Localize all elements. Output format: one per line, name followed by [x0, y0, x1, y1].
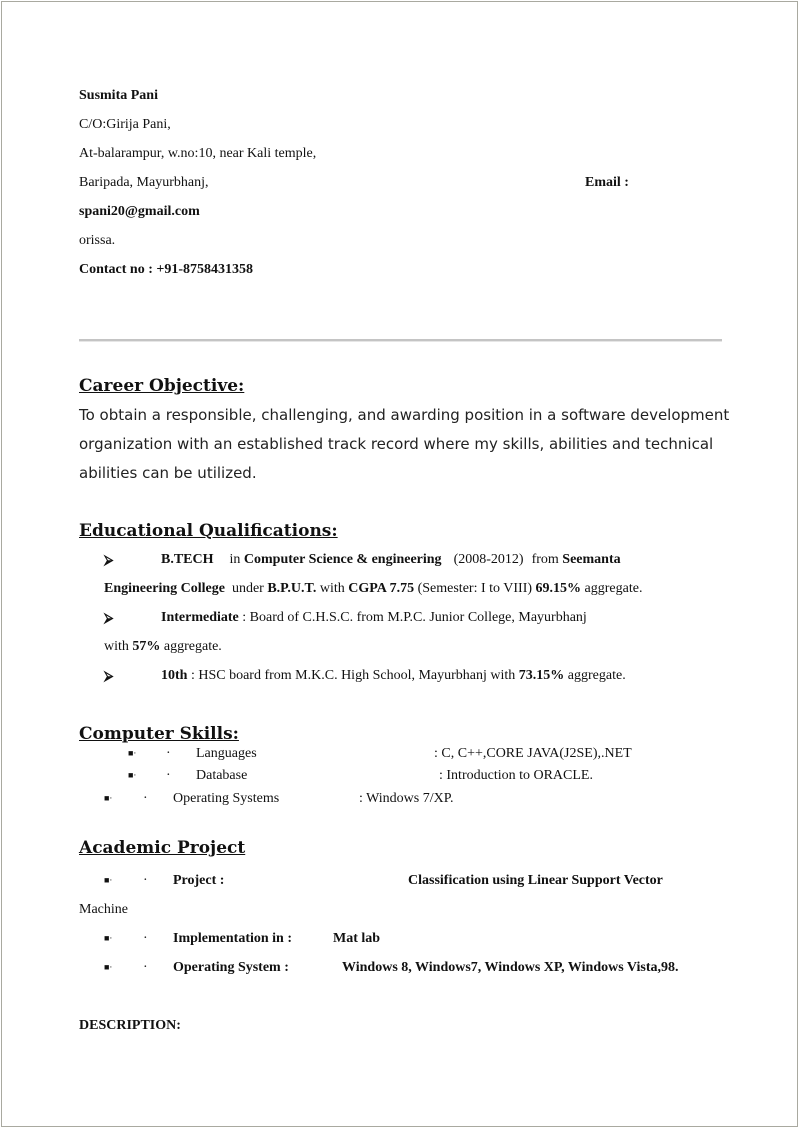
dot-bullet-icon: · [143, 791, 148, 806]
square-bullet-icon: ■· [104, 933, 113, 943]
computer-skills-heading: Computer Skills: [79, 724, 239, 744]
email-address[interactable]: spani20@gmail.com [79, 204, 200, 219]
implementation-value: Mat lab [333, 931, 381, 946]
career-objective-line-1: To obtain a responsible, challenging, and awarding position in a software development [79, 406, 730, 424]
candidate-name: Susmita Pani [79, 88, 158, 103]
dot-bullet-icon: · [143, 960, 148, 975]
skill-value-database: : Introduction to ORACLE. [439, 768, 593, 783]
project-label: Project : [173, 873, 225, 888]
email-label: Email : [585, 175, 629, 190]
section-divider [79, 339, 722, 342]
tenth-line: 10th : HSC board from M.K.C. High School, Mayurbhanj with 73.15% aggregate. [161, 668, 626, 683]
arrow-bullet-icon: ⮚ [104, 552, 114, 567]
square-bullet-icon: ■· [104, 962, 113, 972]
skill-value-os: : Windows 7/XP. [359, 791, 454, 806]
contact-number: Contact no : +91-8758431358 [79, 262, 254, 277]
description-heading: DESCRIPTION: [79, 1018, 181, 1033]
skill-value-languages: : C, C++,CORE JAVA(J2SE),.NET [434, 746, 632, 761]
address-line-1: C/O:Girija Pani, [79, 117, 171, 132]
intermediate-line-1: Intermediate : Board of C.H.S.C. from M.P.C. Junior College, Mayurbhanj [161, 610, 587, 625]
project-os-label: Operating System : [173, 960, 289, 975]
project-os-value: Windows 8, Windows7, Windows XP, Windows Vista,98. [342, 960, 679, 975]
skill-label-languages: Languages [196, 746, 257, 761]
education-heading: Educational Qualifications: [79, 521, 338, 541]
dot-bullet-icon: · [143, 931, 148, 946]
intermediate-line-2: with 57% aggregate. [104, 639, 222, 654]
dot-bullet-icon: · [166, 746, 171, 761]
square-bullet-icon: ■· [104, 793, 113, 803]
btech-line-2: Engineering College under B.P.U.T. with CGPA 7.75 (Semester: I to VIII) 69.15% aggregate. [104, 581, 643, 596]
career-objective-line-3: abilities can be utilized. [79, 464, 257, 482]
square-bullet-icon: ■· [128, 748, 137, 758]
project-value-continued: Machine [79, 902, 128, 917]
address-line-3: Baripada, Mayurbhanj, [79, 175, 209, 190]
address-state: orissa. [79, 233, 116, 248]
arrow-bullet-icon: ⮚ [104, 610, 114, 625]
skill-label-os: Operating Systems [173, 791, 280, 806]
project-value: Classification using Linear Support Vector [408, 873, 663, 888]
btech-line-1: B.TECH in Computer Science & engineering (2008-2012) from Seemanta [161, 552, 621, 567]
square-bullet-icon: ■· [128, 770, 137, 780]
implementation-label: Implementation in : [173, 931, 292, 946]
career-objective-heading: Career Objective: [79, 376, 245, 396]
arrow-bullet-icon: ⮚ [104, 668, 114, 683]
academic-project-heading: Academic Project [79, 838, 246, 858]
square-bullet-icon: ■· [104, 875, 113, 885]
dot-bullet-icon: · [166, 768, 171, 783]
career-objective-line-2: organization with an established track record where my skills, abilities and technical [79, 435, 714, 453]
dot-bullet-icon: · [143, 873, 148, 888]
address-line-2: At-balarampur, w.no:10, near Kali temple, [79, 146, 317, 161]
skill-label-database: Database [196, 768, 248, 783]
